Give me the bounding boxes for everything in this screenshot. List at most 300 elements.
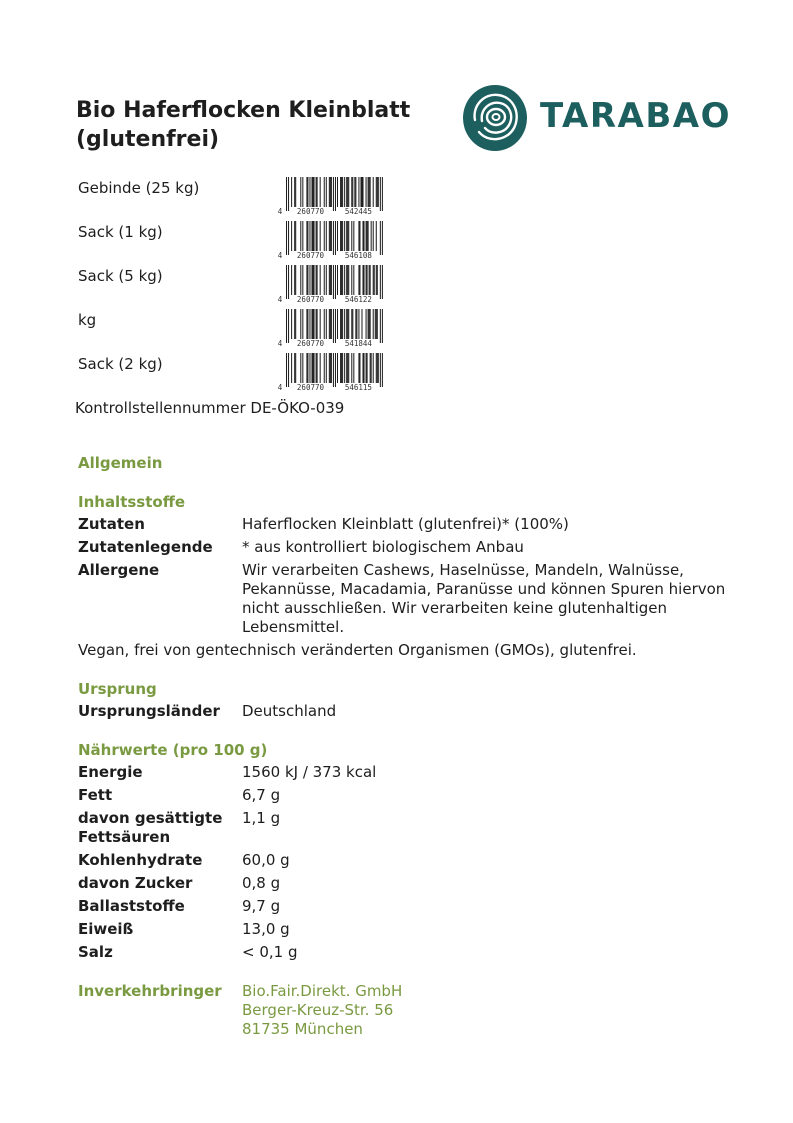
barcode-bar — [288, 177, 289, 211]
barcode-bar — [316, 177, 317, 207]
barcode-bar — [286, 265, 287, 299]
barcode-bar — [306, 221, 307, 251]
barcode-bar — [366, 309, 367, 339]
barcode-bar — [347, 221, 348, 251]
barcode-bar — [382, 177, 383, 211]
barcode-bar — [340, 177, 341, 207]
barcode-bar — [337, 177, 338, 207]
barcode-row — [78, 177, 372, 221]
nutrient-value: 1560 kJ / 373 kcal — [242, 763, 377, 781]
barcode-bar — [286, 309, 287, 343]
barcode-label: kg — [78, 311, 97, 329]
nutrition-row — [78, 851, 728, 870]
barcode-bar — [340, 221, 341, 251]
spec-key: Zutaten — [78, 515, 145, 533]
barcode-bar — [320, 353, 321, 383]
barcode-bar — [348, 309, 349, 339]
barcode-bar — [288, 221, 289, 255]
barcode-bar — [378, 177, 379, 207]
nutrition-row — [78, 786, 728, 805]
barcode-digits: 4 — [277, 339, 283, 348]
barcode-bar — [341, 353, 342, 383]
nutrient-name: Energie — [78, 763, 143, 781]
barcode-bar — [326, 177, 327, 207]
barcode-bar — [348, 221, 349, 251]
barcode-bar — [335, 309, 336, 343]
barcode-bar — [342, 309, 343, 339]
barcode-bar — [367, 265, 368, 295]
barcode-bar — [382, 353, 383, 387]
barcode-bar — [353, 221, 354, 251]
barcode-digits: 260770 — [296, 251, 325, 260]
barcode-bar — [355, 309, 356, 339]
barcode-bar — [333, 353, 334, 387]
barcode-bar — [363, 265, 364, 295]
barcode-bar — [313, 353, 314, 383]
distributor-row — [78, 982, 728, 1039]
barcode-bar — [317, 177, 318, 207]
barcode-bar — [330, 309, 331, 339]
barcode-label: Gebinde (25 kg) — [78, 179, 200, 197]
nutrient-value: 60,0 g — [242, 851, 290, 869]
nutrition-row — [78, 920, 728, 939]
barcode-digits: 260770 — [296, 207, 325, 216]
barcode-bar — [366, 177, 367, 207]
barcode-bar — [376, 265, 377, 295]
barcode-bar — [371, 221, 372, 251]
barcode-bar — [340, 309, 341, 339]
barcode-bar — [373, 353, 374, 383]
barcode-bar — [351, 177, 352, 207]
barcode-bar — [346, 265, 347, 295]
barcode-bar — [353, 265, 354, 295]
barcode-bar — [382, 265, 383, 299]
barcode-bar — [340, 353, 341, 383]
barcode-bar — [324, 265, 325, 295]
barcode-bar — [382, 221, 383, 255]
nutrient-value: 1,1 g — [242, 809, 281, 827]
spec-value: * aus kontrolliert biologischem Anbau — [242, 538, 524, 556]
nutrition-row — [78, 763, 728, 782]
section-heading-ingredients: Inhaltsstoffe — [78, 493, 186, 511]
barcode-bar — [364, 353, 365, 383]
barcode-bar — [306, 265, 307, 295]
barcode-list — [78, 177, 372, 397]
barcode-bar — [288, 353, 289, 387]
barcode-image — [274, 265, 388, 305]
barcode-bar — [320, 221, 321, 251]
wood-rings-icon — [462, 84, 528, 152]
barcode-bar — [330, 177, 331, 207]
barcode-bar — [333, 221, 334, 255]
barcode-bar — [331, 309, 332, 339]
barcode-bar — [335, 221, 336, 255]
barcode-bar — [375, 309, 376, 339]
barcode-bar — [359, 221, 360, 251]
barcode-bar — [352, 309, 353, 339]
barcode-bar — [361, 309, 362, 339]
barcode-bar — [370, 177, 371, 207]
control-number: Kontrollstellennummer DE-ÖKO-039 — [75, 399, 345, 417]
nutrient-name: davon gesättigte Fettsäuren — [78, 809, 223, 846]
nutrition-row — [78, 809, 728, 847]
barcode-bar — [314, 309, 315, 339]
barcode-bar — [329, 221, 330, 251]
barcode-bar — [320, 265, 321, 295]
barcode-bar — [348, 353, 349, 383]
barcode-bar — [307, 221, 308, 251]
barcode-bar — [288, 309, 289, 343]
barcode-bar — [302, 221, 303, 251]
barcode-bar — [356, 309, 357, 339]
distributor-line: 81735 München — [242, 1020, 363, 1038]
barcode-bar — [337, 309, 338, 339]
barcode-bar — [294, 309, 295, 339]
barcode-bar — [329, 177, 330, 207]
barcode-bar — [364, 265, 365, 295]
barcode-bar — [351, 265, 352, 295]
barcode-bar — [313, 221, 314, 251]
barcode-bar — [344, 177, 345, 207]
barcode-bar — [291, 309, 292, 339]
barcode-bar — [330, 265, 331, 295]
barcode-bar — [307, 177, 308, 207]
spec-key: Zutatenlegende — [78, 538, 213, 556]
nutrient-value: 13,0 g — [242, 920, 290, 938]
barcode-bar — [380, 221, 381, 255]
barcode-bar — [380, 177, 381, 211]
barcode-bar — [342, 353, 343, 383]
spec-row — [78, 515, 728, 534]
barcode-bar — [346, 353, 347, 383]
barcode-bar — [340, 265, 341, 295]
barcode-row — [78, 265, 372, 309]
barcode-bar — [312, 309, 313, 339]
barcode-digits: 4 — [277, 295, 283, 304]
barcode-bar — [344, 265, 345, 295]
section-heading-general: Allgemein — [78, 454, 163, 472]
barcode-bar — [314, 177, 315, 207]
dietary-note: Vegan, frei von gentechnisch veränderten Organismen (GMOs), glutenfrei. — [78, 641, 637, 659]
barcode-bar — [337, 265, 338, 295]
barcode-bar — [326, 265, 327, 295]
barcode-bar — [312, 177, 313, 207]
barcode-bar — [331, 177, 332, 207]
barcode-bar — [355, 177, 356, 207]
barcode-bar — [367, 221, 368, 251]
barcode-image — [274, 309, 388, 349]
barcode-bar — [337, 221, 338, 251]
barcode-bar — [302, 309, 303, 339]
barcode-bar — [329, 309, 330, 339]
barcode-bar — [347, 353, 348, 383]
barcode-bar — [313, 309, 314, 339]
barcode-bar — [380, 265, 381, 299]
barcode-bar — [363, 221, 364, 251]
barcode-bar — [366, 265, 367, 295]
barcode-bar — [344, 353, 345, 383]
barcode-bar — [376, 221, 377, 251]
barcode-bar — [347, 265, 348, 295]
barcode-bar — [331, 353, 332, 383]
barcode-bar — [295, 265, 296, 295]
barcode-bar — [354, 177, 355, 207]
nutrient-value: 0,8 g — [242, 874, 281, 892]
barcode-bar — [347, 177, 348, 207]
barcode-bar — [295, 221, 296, 251]
brand-logo — [462, 84, 731, 152]
barcode-bar — [366, 221, 367, 251]
barcode-digits: 546108 — [344, 251, 372, 260]
barcode-digits: 4 — [277, 207, 283, 216]
barcode-bar — [309, 353, 310, 383]
barcode-label: Sack (2 kg) — [78, 355, 163, 373]
barcode-image — [274, 177, 388, 217]
barcode-bar — [309, 265, 310, 295]
barcode-bar — [368, 177, 369, 207]
barcode-bar — [377, 177, 378, 207]
barcode-bar — [317, 309, 318, 339]
product-title: Bio Haferflocken Kleinblatt (glutenfrei) — [76, 98, 411, 152]
barcode-bar — [369, 177, 370, 207]
barcode-bar — [324, 309, 325, 339]
barcode-bar — [307, 265, 308, 295]
barcode-bar — [316, 353, 317, 383]
barcode-bar — [342, 265, 343, 295]
nutrition-row — [78, 897, 728, 916]
barcode-bar — [314, 353, 315, 383]
nutrient-name: Kohlenhydrate — [78, 851, 203, 869]
barcode-bar — [361, 177, 362, 207]
barcode-row — [78, 221, 372, 265]
barcode-bar — [300, 309, 301, 339]
barcode-bar — [380, 309, 381, 343]
barcode-bar — [302, 177, 303, 207]
distributor-heading: Inverkehrbringer — [78, 982, 222, 1000]
barcode-bar — [306, 353, 307, 383]
brand-name: TARABAO — [540, 96, 731, 136]
barcode-bar — [377, 265, 378, 295]
barcode-digits: 4 — [277, 251, 283, 260]
barcode-bar — [373, 177, 374, 207]
nutrient-name: Salz — [78, 943, 113, 961]
barcode-image — [274, 221, 388, 261]
barcode-bar — [369, 309, 370, 339]
spec-sheet — [78, 453, 728, 1043]
barcode-bar — [382, 309, 383, 343]
barcode-bar — [316, 221, 317, 251]
barcode-bar — [378, 353, 379, 383]
barcode-bar — [341, 309, 342, 339]
barcode-bar — [368, 309, 369, 339]
barcode-bar — [294, 353, 295, 383]
barcode-bar — [302, 265, 303, 295]
spec-row — [78, 702, 728, 721]
section-heading-nutrition: Nährwerte (pro 100 g) — [78, 741, 268, 759]
barcode-bar — [324, 353, 325, 383]
barcode-bar — [329, 353, 330, 383]
barcode-bar — [312, 221, 313, 251]
barcode-bar — [291, 221, 292, 251]
nutrient-name: Eiweiß — [78, 920, 134, 938]
barcode-bar — [330, 221, 331, 251]
barcode-bar — [376, 353, 377, 383]
barcode-bar — [317, 265, 318, 295]
barcode-bar — [346, 221, 347, 251]
spec-value: Haferflocken Kleinblatt (glutenfrei)* (100%) — [242, 515, 569, 533]
barcode-bar — [312, 353, 313, 383]
barcode-bar — [320, 309, 321, 339]
barcode-bar — [288, 265, 289, 299]
barcode-bar — [295, 309, 296, 339]
barcode-bar — [364, 221, 365, 251]
barcode-bar — [353, 353, 354, 383]
barcode-digits: 546122 — [344, 295, 372, 304]
barcode-bar — [314, 221, 315, 251]
barcode-bar — [335, 265, 336, 299]
barcode-digits: 546115 — [344, 383, 372, 392]
barcode-bar — [370, 353, 371, 383]
barcode-bar — [333, 309, 334, 343]
spec-row — [78, 561, 728, 637]
barcode-bar — [337, 353, 338, 383]
barcode-bar — [368, 221, 369, 251]
barcode-bar — [329, 265, 330, 295]
barcode-bar — [373, 265, 374, 295]
barcode-bar — [335, 353, 336, 387]
barcode-bar — [370, 309, 371, 339]
barcode-bar — [366, 353, 367, 383]
barcode-bar — [333, 265, 334, 299]
barcode-bar — [348, 177, 349, 207]
barcode-bar — [309, 309, 310, 339]
spec-key: Allergene — [78, 561, 160, 579]
spec-row — [78, 538, 728, 557]
barcode-bar — [326, 309, 327, 339]
barcode-bar — [358, 309, 359, 339]
barcode-bar — [324, 221, 325, 251]
barcode-bar — [300, 353, 301, 383]
barcode-bar — [351, 221, 352, 251]
barcode-bar — [346, 309, 347, 339]
barcode-bar — [342, 221, 343, 251]
barcode-bar — [307, 353, 308, 383]
barcode-bar — [342, 177, 343, 207]
spec-key: Ursprungsländer — [78, 702, 220, 720]
barcode-bar — [306, 309, 307, 339]
barcode-bar — [351, 309, 352, 339]
barcode-bar — [286, 353, 287, 387]
barcode-bar — [377, 353, 378, 383]
barcode-image — [274, 353, 388, 393]
barcode-bar — [380, 353, 381, 387]
barcode-digits: 260770 — [296, 295, 325, 304]
barcode-bar — [326, 353, 327, 383]
barcode-bar — [313, 265, 314, 295]
barcode-bar — [291, 177, 292, 207]
barcode-bar — [295, 177, 296, 207]
barcode-bar — [309, 177, 310, 207]
barcode-bar — [307, 309, 308, 339]
nutrient-value: < 0,1 g — [242, 943, 298, 961]
distributor-line: Bio.Fair.Direkt. GmbH — [242, 982, 403, 1000]
barcode-digits: 542445 — [344, 207, 372, 216]
barcode-bar — [300, 221, 301, 251]
nutrient-name: davon Zucker — [78, 874, 193, 892]
distributor-line: Berger-Kreuz-Str. 56 — [242, 1001, 394, 1019]
barcode-bar — [306, 177, 307, 207]
barcode-bar — [316, 309, 317, 339]
barcode-bar — [346, 177, 347, 207]
barcode-bar — [324, 177, 325, 207]
barcode-bar — [358, 177, 359, 207]
barcode-bar — [363, 177, 364, 207]
barcode-bar — [313, 177, 314, 207]
barcode-bar — [351, 353, 352, 383]
barcode-bar — [331, 221, 332, 251]
barcode-bar — [302, 353, 303, 383]
barcode-label: Sack (1 kg) — [78, 223, 163, 241]
barcode-bar — [294, 177, 295, 207]
section-heading-origin: Ursprung — [78, 680, 157, 698]
barcode-bar — [376, 177, 377, 207]
barcode-bar — [363, 353, 364, 383]
barcode-bar — [360, 177, 361, 207]
distributor-address — [242, 982, 728, 1039]
barcode-bar — [330, 353, 331, 383]
barcode-row — [78, 309, 372, 353]
barcode-bar — [347, 309, 348, 339]
spec-value: Deutschland — [242, 702, 337, 720]
barcode-bar — [341, 221, 342, 251]
barcode-digits: 260770 — [296, 383, 325, 392]
barcode-bar — [370, 265, 371, 295]
barcode-bar — [326, 221, 327, 251]
barcode-bar — [377, 309, 378, 339]
nutrient-name: Ballaststoffe — [78, 897, 185, 915]
barcode-bar — [291, 353, 292, 383]
barcode-bar — [286, 177, 287, 211]
barcode-bar — [352, 177, 353, 207]
barcode-bar — [317, 221, 318, 251]
barcode-bar — [341, 265, 342, 295]
barcode-bar — [341, 177, 342, 207]
barcode-bar — [374, 265, 375, 295]
barcode-label: Sack (5 kg) — [78, 267, 163, 285]
nutrient-value: 9,7 g — [242, 897, 281, 915]
barcode-bar — [294, 265, 295, 295]
barcode-bar — [294, 221, 295, 251]
barcode-row — [78, 353, 372, 397]
spec-value: Wir verarbeiten Cashews, Haselnüsse, Mandeln, Walnüsse, Pekannüsse, Macadamia, Paranüsse und können Spuren hiervon nicht ausschließen. Wir verarbeiten keine glutenhaltigen Lebensmittel. — [242, 561, 726, 636]
barcode-bar — [344, 221, 345, 251]
nutrition-row — [78, 943, 728, 962]
barcode-bar — [291, 265, 292, 295]
barcode-bar — [373, 221, 374, 251]
barcode-bar — [359, 265, 360, 295]
barcode-bar — [316, 265, 317, 295]
barcode-bar — [359, 353, 360, 383]
barcode-bar — [317, 353, 318, 383]
barcode-bar — [358, 353, 359, 383]
barcode-bar — [373, 309, 374, 339]
barcode-bar — [367, 353, 368, 383]
barcode-bar — [286, 221, 287, 255]
barcode-bar — [295, 353, 296, 383]
barcode-bar — [333, 177, 334, 211]
barcode-bar — [376, 309, 377, 339]
barcode-bar — [300, 177, 301, 207]
